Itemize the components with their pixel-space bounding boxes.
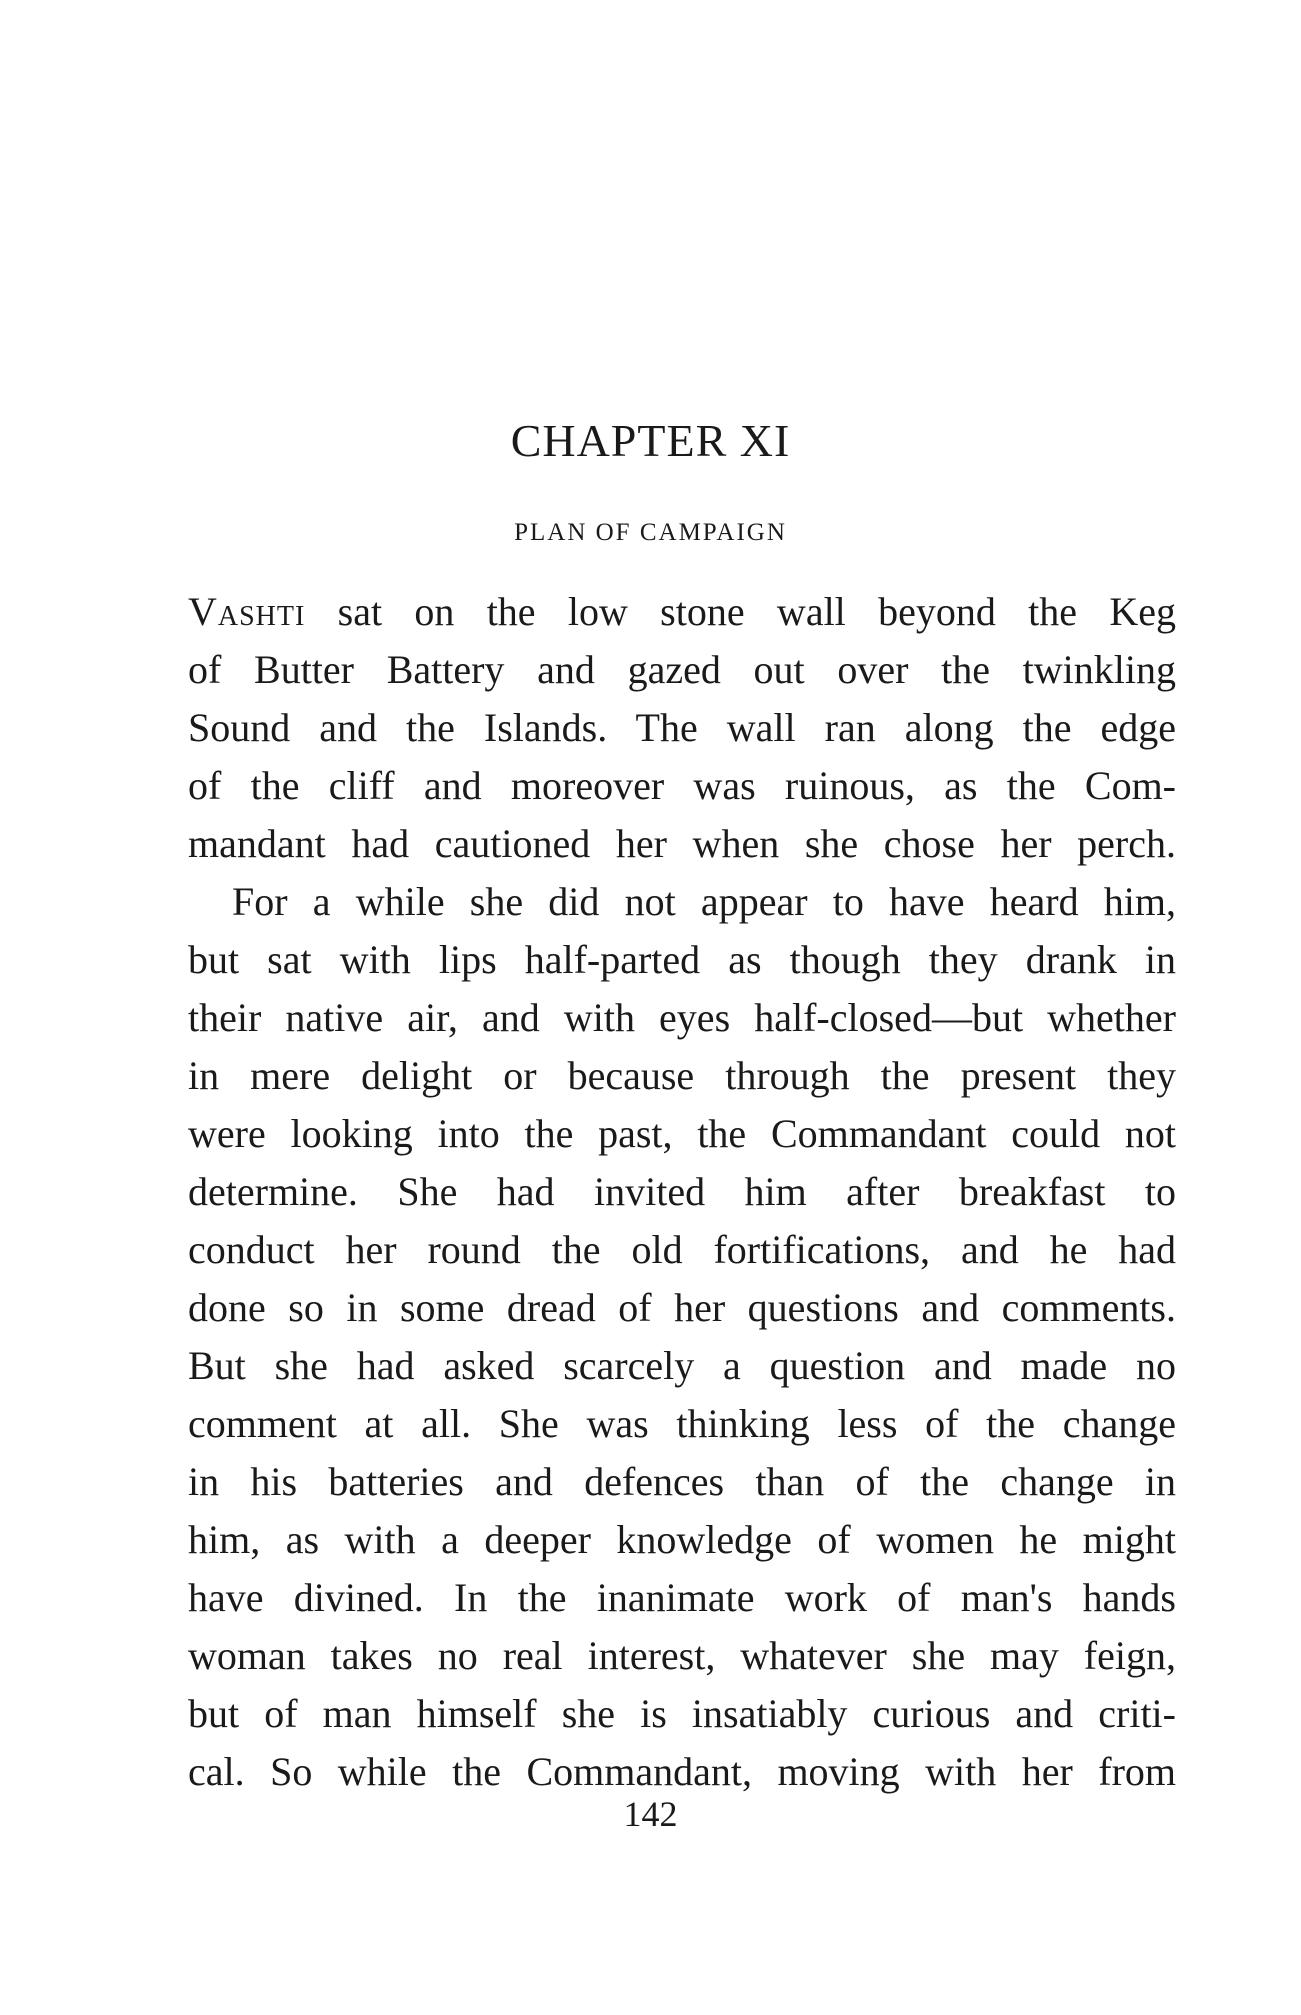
text-line: of the cliff and moreover was ruinous, as the Com- [188,763,1176,808]
chapter-heading: CHAPTER XI [510,415,791,466]
text-line: mandant had cautioned her when she chose her perch. [188,821,1176,866]
text-line: in his batteries and defences than of the change in [188,1459,1176,1504]
text-line-content: sat on the low stone wall beyond the Keg [305,589,1176,634]
text-line: comment at all. She was thinking less of the change [188,1401,1176,1446]
text-line [188,583,1176,641]
text-line: him, as with a deeper knowledge of women he might [188,1517,1176,1562]
text-line: cal. So while the Commandant, moving with her from [188,1749,1176,1794]
text-line: But she had asked scarcely a question and made no [188,1343,1176,1388]
text-line: in mere delight or because through the present they [188,1053,1176,1098]
text-line: Sound and the Islands. The wall ran along the edge [188,705,1176,750]
text-line: of Butter Battery and gazed out over the twinkling [188,647,1176,692]
text-line: but of man himself she is insatiably curious and criti- [188,1691,1176,1736]
text-line: conduct her round the old fortifications, and he had [188,1227,1176,1272]
text-line: but sat with lips half-parted as though they drank in [188,937,1176,982]
text-line: determine. She had invited him after breakfast to [188,1169,1176,1214]
text-line: their native air, and with eyes half-closed—but whether [188,995,1176,1040]
opening-word: Vashti [188,589,306,634]
chapter-subtitle: PLAN OF CAMPAIGN [514,519,787,546]
text-line: done so in some dread of her questions and comments. [188,1285,1176,1330]
text-line: have divined. In the inanimate work of man's hands [188,1575,1176,1620]
text-line: woman takes no real interest, whatever she may feign, [188,1633,1176,1678]
page-number: 142 [623,1794,678,1834]
chapter-body-text [188,583,1176,1801]
text-line: were looking into the past, the Commandant could not [188,1111,1176,1156]
paragraph-first-line: For a while she did not appear to have heard him, [232,879,1176,924]
